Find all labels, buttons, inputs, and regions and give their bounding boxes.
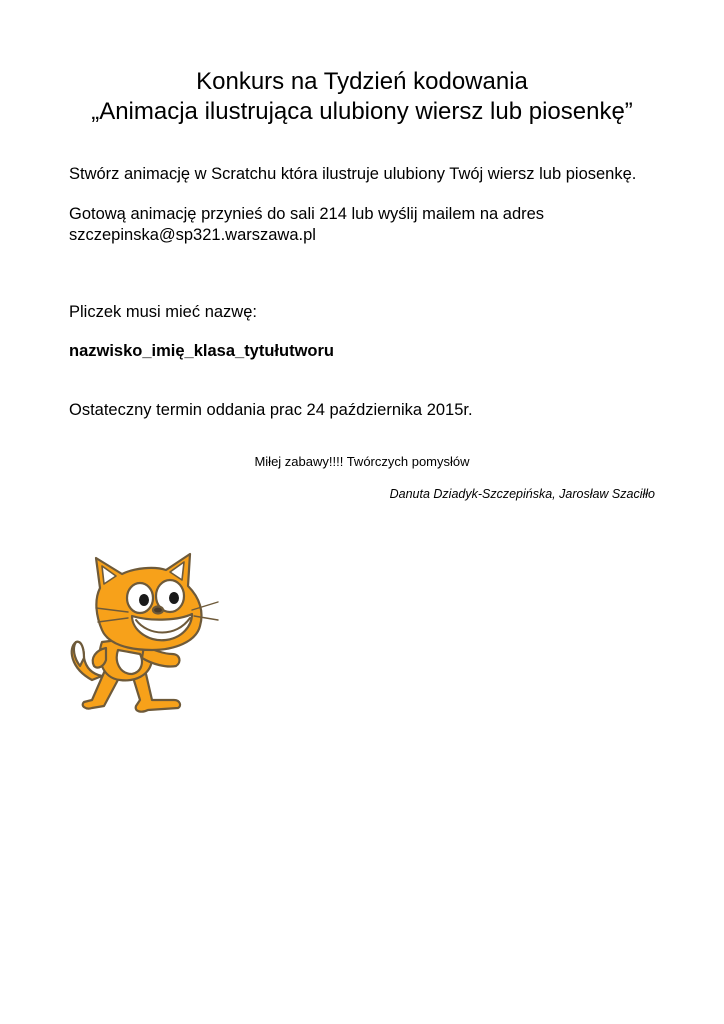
- filename-pattern: nazwisko_imię_klasa_tytułutworu: [69, 342, 335, 360]
- authors-signature: Danuta Dziadyk-Szczepińska, Jarosław Szaciłło: [389, 487, 655, 501]
- greeting-text: Miłej zabawy!!!! Twórczych pomysłów: [254, 454, 470, 469]
- contact-email: szczepinska@sp321.warszawa.pl: [69, 226, 316, 244]
- document-subtitle: „Animacja ilustrująca ulubiony wiersz lub piosenkę”: [91, 98, 633, 125]
- scratch-cat-icon: [62, 550, 222, 715]
- deadline-text: Ostateczny termin oddania prac 24 października 2015r.: [69, 401, 473, 419]
- document-title: Konkurs na Tydzień kodowania: [196, 68, 528, 95]
- delivery-instructions: Gotową animację przynieś do sali 214 lub wyślij mailem na adres: [69, 205, 545, 223]
- intro-paragraph: Stwórz animację w Scratchu która ilustruje ulubiony Twój wiersz lub piosenkę.: [69, 165, 637, 183]
- filename-label: Pliczek musi mieć nazwę:: [69, 303, 257, 321]
